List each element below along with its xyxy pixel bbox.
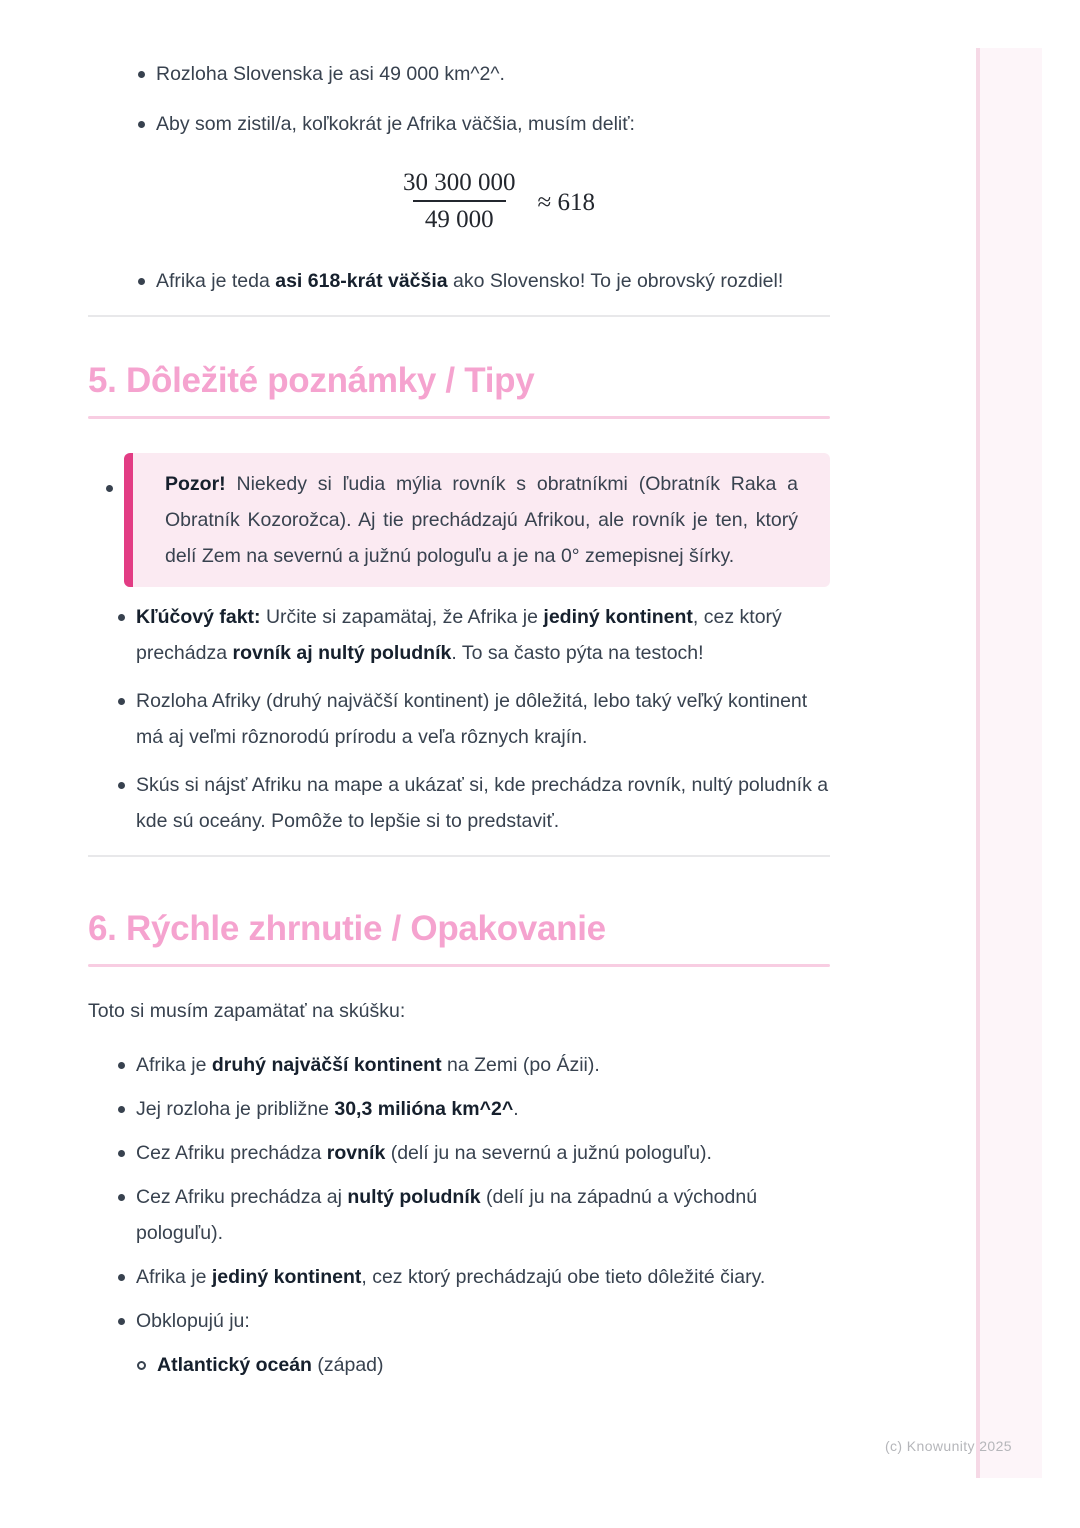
bullet-skus-si-najst: Skús si nájsť Afriku na mape a ukázať si, kde prechádza rovník, nultý poludník a kde sú oceány. Pomôže to lepšie si to predstaviť. bbox=[88, 767, 830, 839]
intro-bullet-list bbox=[88, 56, 830, 142]
bullet-nulty-poludnik: Cez Afriku prechádza aj nultý poludník (delí ju na západnú a východnú pologuľu). bbox=[88, 1179, 830, 1251]
intro-bullet-list-after-formula bbox=[88, 263, 830, 299]
section-6-heading-rule bbox=[88, 964, 830, 967]
section-divider bbox=[88, 855, 830, 857]
section-6-heading: 6. Rýchle zhrnutie / Opakovanie bbox=[88, 909, 606, 948]
bullet-afrika-je-teda: Afrika je teda asi 618-krát väčšia ako Slovensko! To je obrovský rozdiel! bbox=[88, 263, 830, 299]
bullet-obklopuju-ju bbox=[88, 1303, 830, 1383]
section-5-heading: 5. Dôležité poznámky / Tipy bbox=[88, 361, 535, 400]
bullet-rovnik: Cez Afriku prechádza rovník (delí ju na severnú a južnú pologuľu). bbox=[88, 1135, 830, 1171]
copyright-watermark: (c) Knowunity 2025 bbox=[884, 1438, 1012, 1454]
section-divider bbox=[88, 315, 830, 317]
fraction bbox=[395, 170, 524, 233]
fraction-denominator: 49 000 bbox=[413, 200, 506, 233]
section-6-bullet-list bbox=[88, 1047, 830, 1383]
bullet-rozloha-afriky: Rozloha Afriky (druhý najväčší kontinent) je dôležitá, lebo taký veľký kontinent má aj veľmi rôznorodú prírodu a veľa rôznych krajín. bbox=[88, 683, 830, 755]
section-6-intro: Toto si musím zapamätať na skúšku: bbox=[88, 1000, 406, 1022]
page-accent-line bbox=[976, 48, 980, 1478]
formula-result: ≈ 618 bbox=[537, 188, 595, 216]
bullet-rozloha: Jej rozloha je približne 30,3 milióna km^2^. bbox=[88, 1091, 830, 1127]
bullet-obklopuju-ju-label: Obklopujú ju: bbox=[136, 1310, 250, 1332]
bullet-jediny-kontinent: Afrika je jediný kontinent, cez ktorý prechádzajú obe tieto dôležité čiary. bbox=[88, 1259, 830, 1295]
oceans-sub-list bbox=[136, 1347, 830, 1383]
page-edge-tint bbox=[980, 48, 1042, 1478]
bullet-klucovy-fakt: Kľúčový fakt: Určite si zapamätaj, že Afrika je jediný kontinent, cez ktorý prechádza rovník aj nultý poludník. To sa často pýta na testoch! bbox=[88, 599, 830, 671]
document-content bbox=[88, 0, 830, 1391]
division-formula bbox=[124, 170, 866, 233]
warning-callout: Pozor! Niekedy si ľudia mýlia rovník s obratníkmi (Obratník Raka a Obratník Kozorožca). Aj tie prechádzajú Afrikou, ale rovník je ten, ktorý delí Zem na severnú a južnú pologuľu a je na 0° zemepisnej šírky. bbox=[124, 453, 830, 587]
bullet-callout bbox=[88, 453, 830, 587]
bullet-rozloha-slovenska: Rozloha Slovenska je asi 49 000 km^2^. bbox=[88, 56, 830, 92]
section-5-heading-rule bbox=[88, 416, 830, 419]
fraction-numerator: 30 300 000 bbox=[403, 169, 516, 196]
sub-bullet-atlanticky-ocean: Atlantický oceán (západ) bbox=[136, 1347, 830, 1383]
bullet-druhy-najvacsi: Afrika je druhý najväčší kontinent na Zemi (po Ázii). bbox=[88, 1047, 830, 1083]
section-5-bullet-list bbox=[88, 453, 830, 839]
bullet-aby-som-zistil: Aby som zistil/a, koľkokrát je Afrika väčšia, musím deliť: bbox=[88, 106, 830, 142]
